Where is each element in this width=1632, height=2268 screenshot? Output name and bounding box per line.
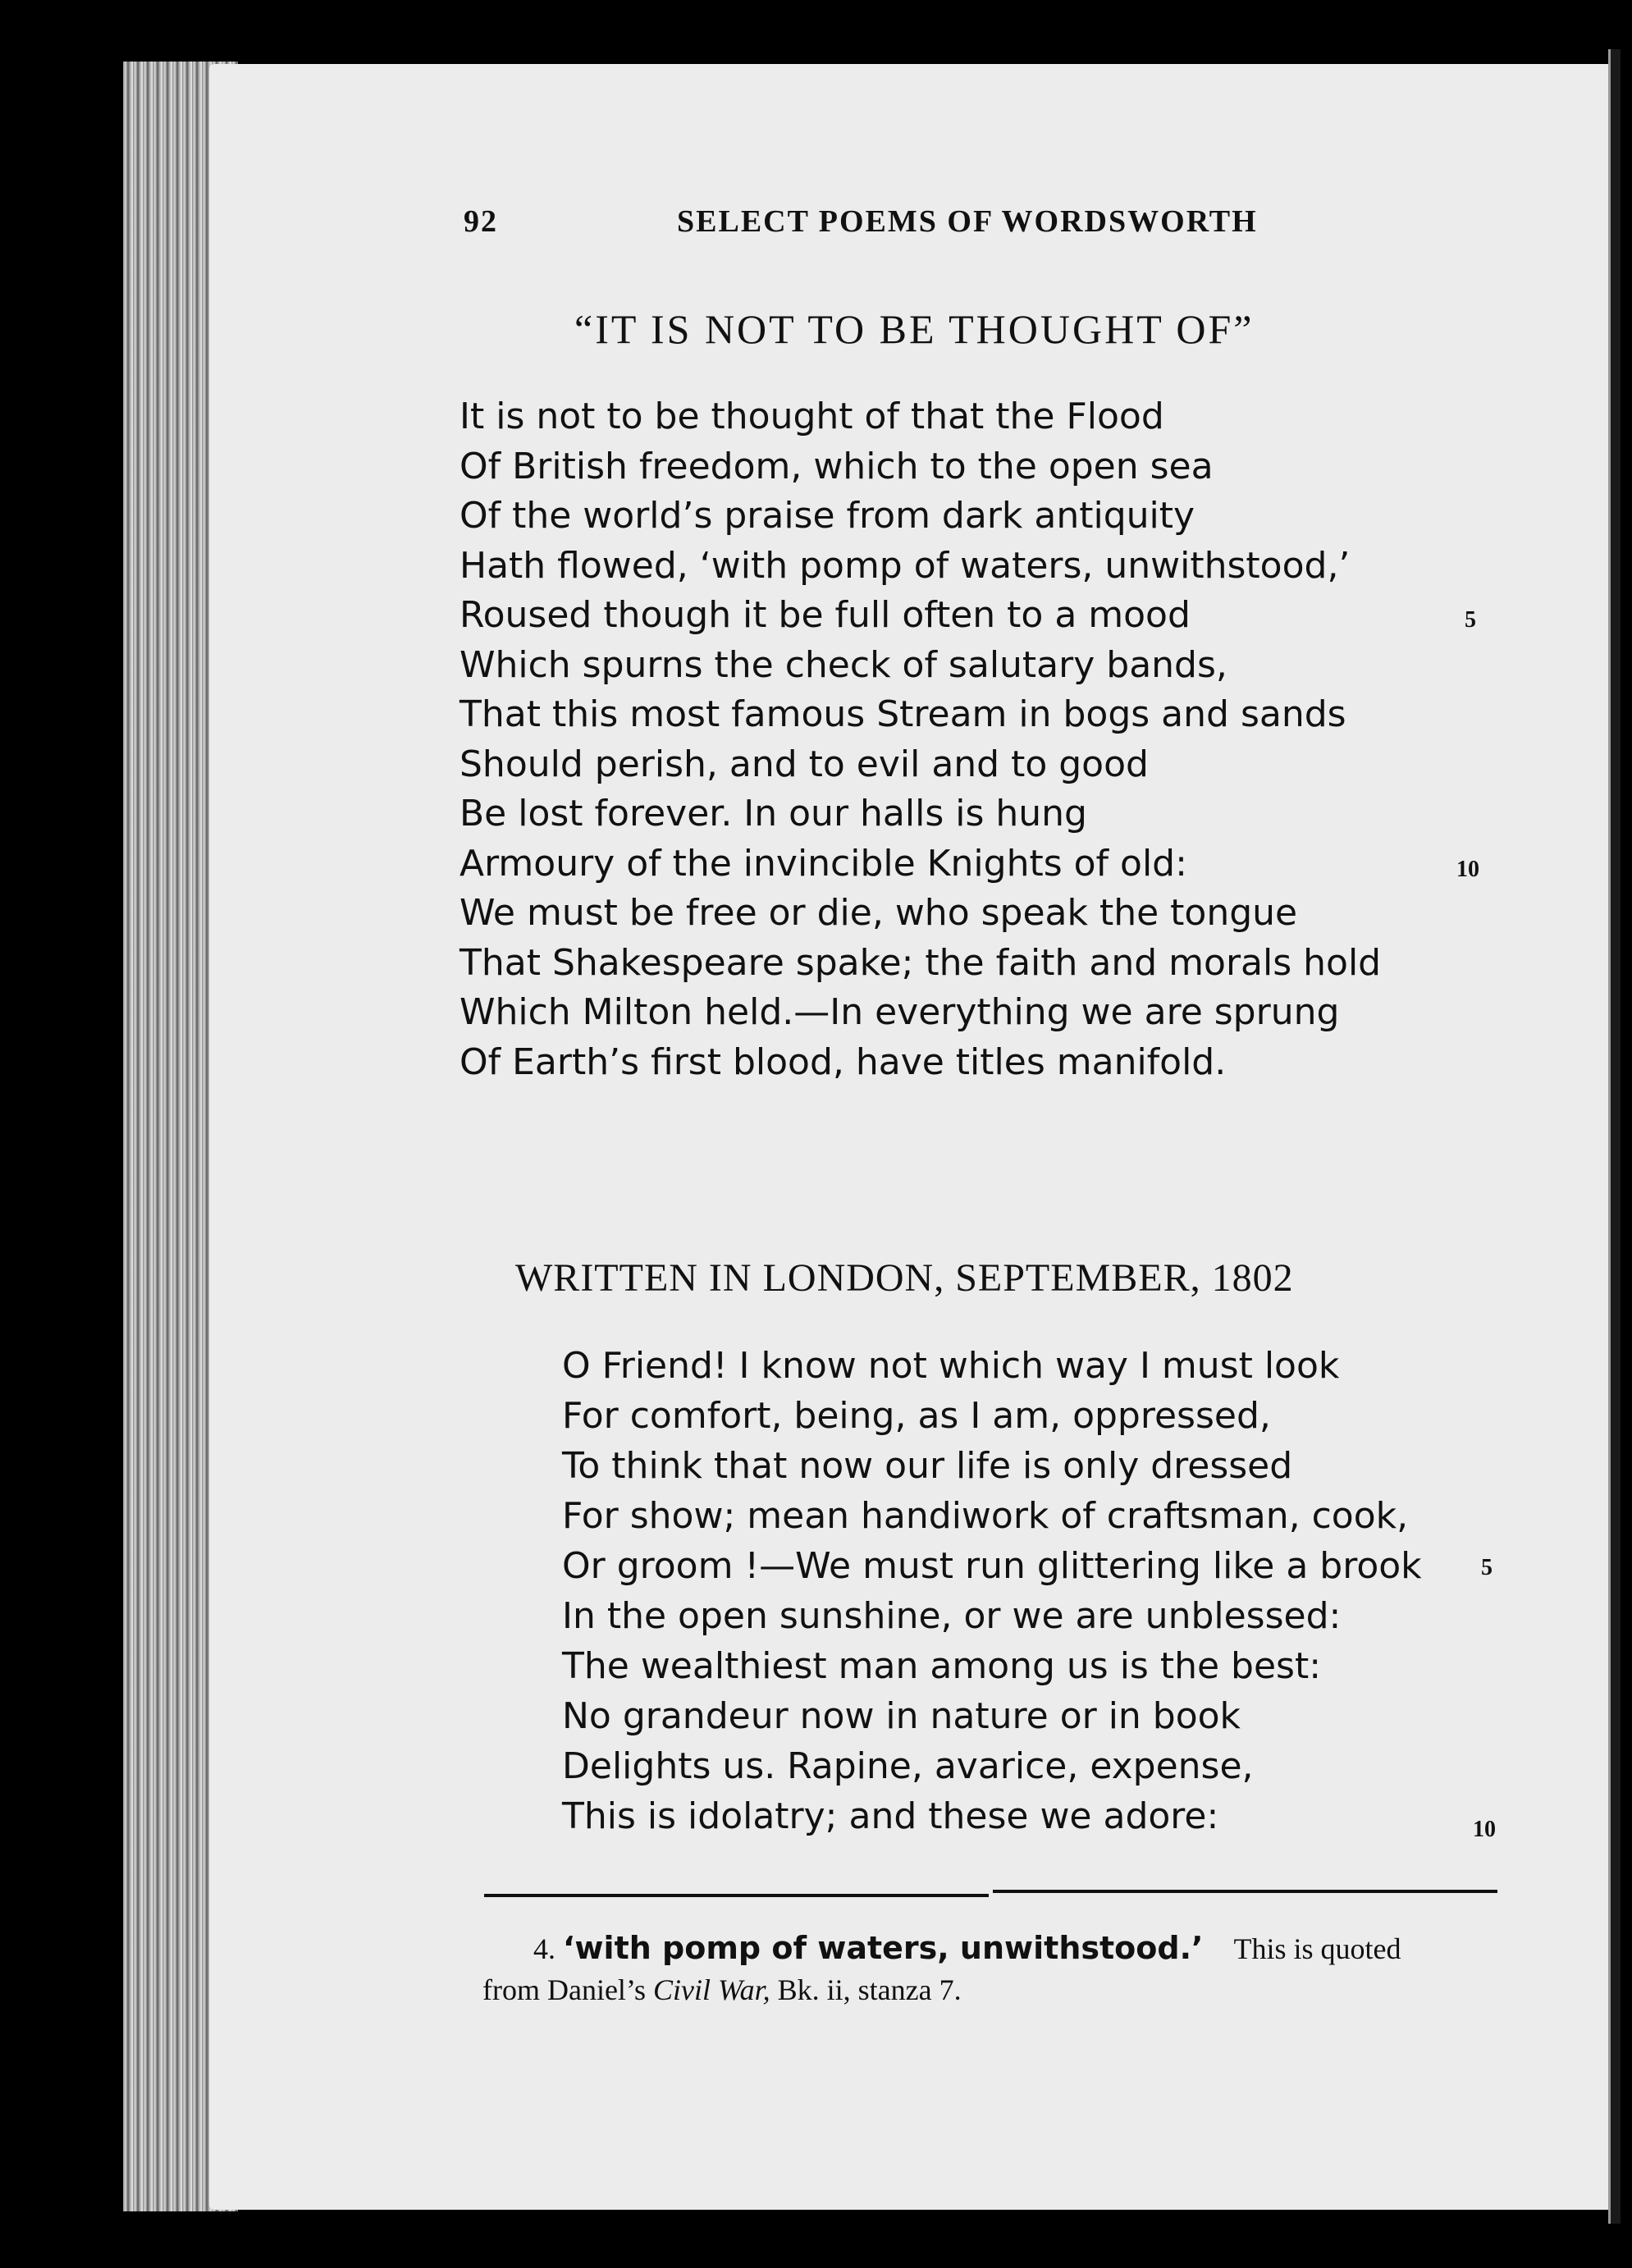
poem-line: Be lost forever. In our halls is hung [459, 793, 1087, 834]
line-number: 10 [1473, 1817, 1496, 1842]
poem-line: That Shakespeare spake; the faith and morals hold [459, 941, 1382, 984]
poem-line: Roused though it be full often to a mood [459, 594, 1191, 636]
footnote-work-title: Civil War, [652, 1973, 770, 2006]
poem-line: Of Earth’s first blood, have titles manifold. [459, 1040, 1227, 1083]
line-number: 5 [1465, 607, 1476, 633]
poem-line: For comfort, being, as I am, oppressed, [562, 1395, 1271, 1437]
poem-lines [562, 1341, 1422, 1841]
poem-line: Hath flowed, ‘with pomp of waters, unwithstood,’ [459, 544, 1351, 587]
running-title: SELECT POEMS OF WORDSWORTH [677, 204, 1258, 239]
poem-line: Should perish, and to evil and to good [459, 743, 1149, 785]
poem-line: The wealthiest man among us is the best: [562, 1645, 1322, 1687]
poem-line: For show; mean handiwork of craftsman, cook, [562, 1495, 1409, 1537]
book-page [209, 64, 1616, 2210]
poem-line: Of British freedom, which to the open sea [459, 445, 1214, 487]
poem-line: Armoury of the invincible Knights of old: [459, 842, 1187, 885]
poem-line: We must be free or die, who speak the tongue [459, 892, 1298, 934]
poem-line: Of the world’s praise from dark antiquity [459, 495, 1195, 537]
footnote-rule-right [993, 1890, 1497, 1893]
footnote-text: This is quoted [1233, 1932, 1401, 1965]
poem-line: O Friend! I know not which way I must look [562, 1345, 1340, 1387]
poem-line: In the open sunshine, or we are unblessed: [562, 1595, 1342, 1637]
poem-lines [459, 392, 1381, 1087]
poem-line: To think that now our life is only dressed [562, 1445, 1293, 1487]
poem-line: Delights us. Rapine, avarice, expense, [562, 1745, 1254, 1787]
line-number: 10 [1456, 857, 1479, 882]
footnote-text: Bk. ii, stanza 7. [777, 1973, 962, 2006]
footnote-rule-left [484, 1894, 989, 1897]
poem-title: WRITTEN IN LONDON, SEPTEMBER, 1802 [515, 1256, 1294, 1300]
footnote-line [482, 1973, 962, 2007]
footnote-line [533, 1930, 1401, 1966]
poem-title: “IT IS NOT TO BE THOUGHT OF” [574, 306, 1255, 352]
poem-line: Which Milton held.—In everything we are sprung [459, 991, 1340, 1033]
page-number: 92 [464, 204, 498, 239]
poem-line: This is idolatry; and these we adore: [562, 1795, 1219, 1837]
poem-line: No grandeur now in nature or in book [562, 1695, 1241, 1737]
poem-line: That this most famous Stream in bogs and sands [459, 693, 1346, 735]
footnote-quote: ‘with pomp of waters, unwithstood.’ [563, 1930, 1204, 1966]
poem-line: Or groom !—We must run glittering like a brook [562, 1545, 1422, 1587]
line-number: 5 [1481, 1555, 1493, 1580]
footnote-text: from Daniel’s [482, 1973, 646, 2006]
poem-line: It is not to be thought of that the Flood [459, 396, 1164, 437]
footnote-number: 4. [533, 1932, 555, 1965]
binding-edge [1608, 49, 1621, 2224]
poem-line: Which spurns the check of salutary bands, [459, 643, 1227, 686]
